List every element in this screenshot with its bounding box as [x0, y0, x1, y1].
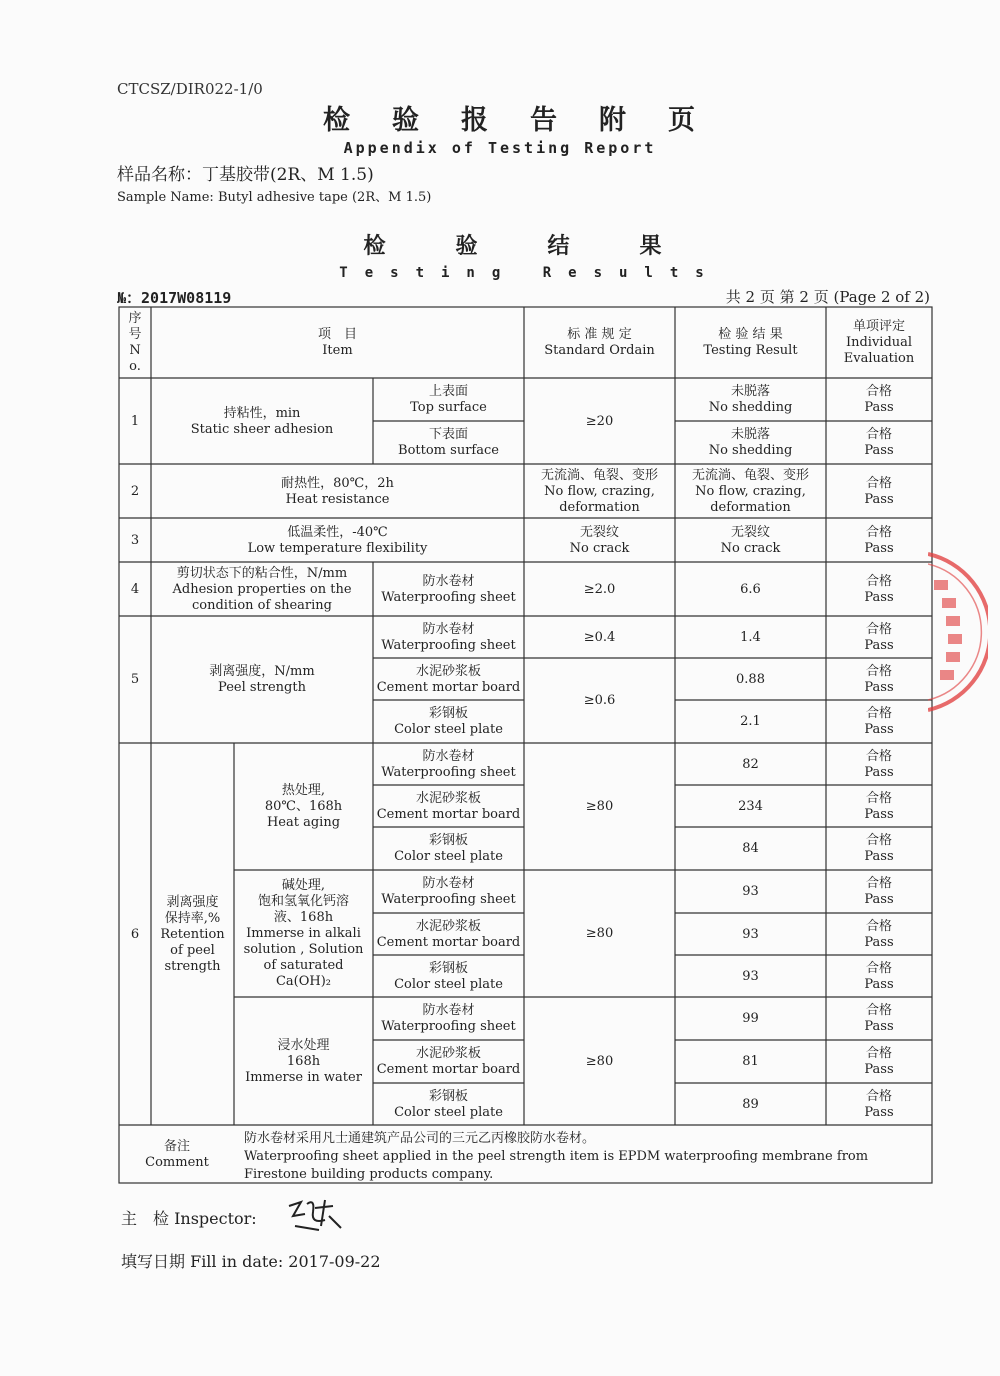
pass-text: Pass	[864, 1104, 894, 1120]
evaluation-pass	[827, 828, 931, 870]
sub-item-text: 防水卷材	[422, 1003, 475, 1018]
pass-text: 合格	[865, 918, 892, 934]
result-text: No flow, crazing,	[695, 483, 806, 499]
pass-text: 合格	[865, 1088, 892, 1104]
sub-item-cement-mortar-board	[374, 1041, 523, 1083]
header-result-text: 检 验 结 果	[718, 327, 783, 342]
pass-text: Pass	[864, 892, 894, 907]
pass-text: Pass	[864, 443, 894, 458]
header-no-text: o.	[129, 359, 141, 374]
pass-text: Pass	[864, 1062, 894, 1077]
item-text: Peel strength	[218, 680, 306, 695]
sub-item-text: 彩钢板	[428, 833, 468, 848]
result-value: 81	[742, 1054, 759, 1069]
sub-item-text: Color steel plate	[394, 722, 503, 737]
pass-text: 合格	[865, 475, 892, 491]
result-value: 99	[742, 1011, 759, 1026]
result-value	[676, 422, 825, 464]
item-peel-strength	[152, 617, 372, 743]
item-peel-retention	[152, 744, 233, 1125]
result-text: No shedding	[708, 400, 793, 415]
header-evaluation-text: Individual	[845, 335, 913, 350]
header-item-text: 项 目	[317, 327, 357, 342]
pass-text: 合格	[865, 706, 892, 721]
standard-value: ≥0.4	[583, 629, 616, 645]
pass-text: Pass	[864, 1019, 894, 1034]
pass-text: 合格	[865, 663, 892, 679]
standard-value: ≥80	[585, 1053, 614, 1069]
pass-text: 合格	[865, 427, 892, 442]
row-number: 5	[130, 672, 140, 687]
result-value: 1.4	[740, 629, 761, 645]
comment-body	[244, 1130, 930, 1184]
sub-item-text: 防水卷材	[422, 621, 475, 637]
comment-label-text: Comment	[145, 1154, 209, 1170]
pass-text: 合格	[865, 790, 892, 806]
item-text: 持粘性，min	[223, 405, 301, 421]
comment-en: Waterproofing sheet applied in the peel strength item is EPDM waterproofing membrane from Firestone building products company.	[244, 1149, 869, 1182]
pass-text: 合格	[865, 573, 892, 589]
evaluation-pass	[827, 744, 931, 785]
pass-text: Pass	[864, 540, 894, 556]
result-value: 2.1	[740, 714, 761, 729]
sub-item-waterproofing-sheet	[374, 998, 523, 1040]
result-text: deformation	[710, 499, 791, 515]
sub-item-text: 下表面	[428, 427, 468, 442]
evaluation-pass	[827, 1041, 931, 1083]
standard-value: ≥20	[585, 413, 614, 429]
sub-item-text: Color steel plate	[394, 849, 503, 864]
evaluation-pass	[827, 786, 931, 827]
condition-text: 80℃、168h	[264, 799, 343, 814]
pass-text: 合格	[865, 621, 892, 637]
pass-text: Pass	[864, 849, 894, 864]
pass-text: Pass	[864, 400, 894, 415]
inspector-label: 主 检 Inspector:	[121, 1209, 257, 1228]
sub-item-text: 防水卷材	[422, 748, 475, 764]
result-value: 89	[742, 1096, 759, 1112]
report-number: №：2017W08119	[117, 289, 232, 307]
comment-label-text: 备注	[163, 1138, 190, 1154]
sub-item-color-steel-plate	[374, 701, 523, 743]
sub-item-text: Waterproofing sheet	[381, 892, 516, 907]
standard-value	[525, 519, 674, 562]
result-value: 93	[742, 968, 759, 984]
pass-text: Pass	[864, 491, 894, 507]
sub-item-text: Cement mortar board	[376, 806, 521, 822]
pass-text: Pass	[864, 679, 894, 695]
pass-text: Pass	[864, 806, 894, 822]
results-title-zh: 检验结果	[363, 233, 732, 259]
evaluation-pass	[827, 956, 931, 997]
item-text: Adhesion properties on the	[172, 581, 352, 597]
pass-text: 合格	[865, 1046, 892, 1061]
evaluation-pass	[827, 914, 931, 955]
result-value: 93	[742, 926, 759, 942]
item-text: 剥离强度，N/mm	[209, 664, 315, 679]
sub-item-text: Waterproofing sheet	[381, 637, 516, 653]
condition-text: solution , Solution	[243, 942, 364, 957]
fill-date: 填写日期 Fill in date: 2017-09-22	[121, 1252, 381, 1271]
pass-text: 合格	[865, 384, 892, 399]
pass-text: Pass	[864, 722, 894, 737]
sub-item-text: 彩钢板	[428, 960, 468, 976]
result-value	[676, 519, 825, 562]
condition-text: 碱处理,	[281, 878, 326, 893]
evaluation-pass	[827, 465, 931, 518]
header-no-text: 号	[128, 327, 142, 342]
standard-text: No crack	[569, 540, 630, 556]
sample-name-en: Sample Name: Butyl adhesive tape (2R、M 1.5)	[117, 190, 432, 205]
row-number: 2	[130, 483, 140, 499]
sub-item-text: 水泥砂浆板	[415, 1046, 481, 1061]
result-value: 84	[742, 841, 759, 856]
condition-text: Ca(OH)₂	[275, 974, 332, 989]
pass-text: Pass	[864, 637, 894, 653]
sub-item-text: Bottom surface	[398, 443, 499, 458]
sample-name-zh: 样品名称：丁基胶带(2R、M 1.5)	[117, 165, 374, 185]
condition-text: 浸水处理	[277, 1037, 330, 1053]
pass-text: 合格	[865, 876, 892, 891]
sub-item-text: 防水卷材	[422, 573, 475, 589]
item-text: condition of shearing	[192, 597, 332, 613]
header-result-text: Testing Result	[703, 343, 798, 358]
header-standard	[525, 308, 674, 378]
evaluation-pass	[827, 519, 931, 562]
evaluation-pass	[827, 871, 931, 913]
document-code: CTCSZ/DIR022-1/0	[117, 80, 263, 98]
evaluation-pass	[827, 563, 931, 616]
item-text: Heat resistance	[285, 491, 390, 507]
standard-text: 无流淌、龟裂、变形	[540, 467, 658, 483]
item-text: of peel	[170, 942, 215, 958]
header-evaluation	[827, 308, 931, 378]
item-text: 剥离强度	[166, 894, 219, 910]
sub-item-waterproofing-sheet	[374, 617, 523, 658]
condition-text: Heat aging	[266, 815, 341, 830]
row-number: 3	[130, 532, 140, 548]
condition-water-immersion	[235, 998, 372, 1125]
result-value: 0.88	[736, 671, 765, 687]
page-counter: 共 2 页 第 2 页 (Page 2 of 2)	[725, 288, 930, 306]
sub-item-text: Cement mortar board	[376, 934, 521, 950]
pass-text: 合格	[865, 748, 892, 764]
sub-item-bottom-surface	[374, 422, 523, 464]
sub-item-text: Top surface	[410, 400, 487, 415]
standard-text: 无裂纹	[579, 524, 619, 540]
official-seal-stamp	[928, 550, 988, 720]
pass-text: 合格	[865, 960, 892, 976]
sub-item-text: 防水卷材	[422, 876, 475, 891]
result-text: No shedding	[708, 443, 793, 458]
sub-item-text: Color steel plate	[394, 1104, 503, 1120]
item-text: 耐热性，80℃，2h	[281, 475, 394, 491]
pass-text: 合格	[865, 524, 892, 540]
sub-item-text: 水泥砂浆板	[415, 918, 481, 934]
item-text: Static sheer adhesion	[190, 421, 334, 437]
evaluation-pass	[827, 701, 931, 743]
sub-item-text: 水泥砂浆板	[415, 790, 481, 806]
standard-value	[525, 465, 674, 518]
sub-item-color-steel-plate	[374, 828, 523, 870]
item-text: 低温柔性，-40℃	[287, 524, 388, 540]
header-evaluation-text: 单项评定	[852, 319, 905, 334]
result-value: 93	[742, 884, 759, 899]
sub-item-cement-mortar-board	[374, 786, 523, 827]
sub-item-waterproofing-sheet	[374, 563, 523, 616]
item-text: 剪切状态下的粘合性，N/mm	[176, 565, 348, 581]
sub-item-text: Color steel plate	[394, 976, 503, 992]
sub-item-text: 水泥砂浆板	[415, 663, 481, 679]
evaluation-pass	[827, 422, 931, 464]
evaluation-pass	[827, 1084, 931, 1125]
sub-item-text: Waterproofing sheet	[381, 1019, 516, 1034]
sub-item-waterproofing-sheet	[374, 871, 523, 913]
result-value: 234	[738, 798, 763, 814]
pass-text: Pass	[864, 976, 894, 992]
header-standard-text: Standard Ordain	[544, 343, 655, 358]
condition-text: 液、168h	[273, 910, 334, 925]
condition-alkali-immersion	[235, 871, 372, 997]
item-text: Retention	[160, 926, 225, 942]
result-text: No crack	[720, 540, 781, 556]
comment-zh: 防水卷材采用凡士通建筑产品公司的三元乙丙橡胶防水卷材。	[244, 1131, 596, 1146]
condition-text: 饱和氢氧化钙溶	[257, 894, 349, 909]
sub-item-text: Waterproofing sheet	[381, 589, 516, 605]
sub-item-text: Cement mortar board	[376, 1062, 521, 1077]
header-evaluation-text: Evaluation	[843, 351, 915, 366]
condition-text: of saturated	[263, 958, 344, 973]
comment-label	[120, 1126, 234, 1183]
page-title-en: Appendix of Testing Report	[343, 139, 657, 157]
sub-item-text: 彩钢板	[428, 706, 468, 721]
results-title-en: Testing Results	[339, 265, 721, 281]
condition-heat-aging	[235, 744, 372, 870]
condition-text: Immerse in water	[245, 1069, 362, 1085]
header-no	[120, 308, 150, 378]
pass-text: Pass	[864, 589, 894, 605]
header-result	[676, 308, 825, 378]
item-text: Low temperature flexibility	[247, 540, 428, 556]
result-value: 82	[742, 756, 759, 772]
sub-item-text: Cement mortar board	[376, 679, 521, 695]
item-static-shear	[152, 379, 372, 464]
standard-value: ≥2.0	[583, 581, 616, 597]
pass-text: Pass	[864, 934, 894, 950]
item-heat-resistance	[152, 465, 523, 518]
result-value: 6.6	[740, 581, 761, 597]
header-item-text: Item	[322, 343, 353, 358]
sub-item-text: 彩钢板	[428, 1088, 468, 1104]
sub-item-waterproofing-sheet	[374, 744, 523, 785]
result-text: 未脱落	[730, 427, 770, 442]
result-text: 未脱落	[730, 384, 770, 399]
row-number: 1	[130, 413, 140, 429]
result-value	[676, 379, 825, 421]
sub-item-color-steel-plate	[374, 956, 523, 997]
header-item	[152, 308, 523, 378]
item-shear-adhesion	[152, 563, 372, 616]
condition-text: 168h	[286, 1053, 321, 1069]
evaluation-pass	[827, 617, 931, 658]
sub-item-cement-mortar-board	[374, 914, 523, 955]
standard-text: No flow, crazing,	[544, 483, 655, 499]
result-value	[676, 465, 825, 518]
inspector-signature	[285, 1196, 345, 1236]
item-text: 保持率,%	[164, 910, 221, 926]
row-number: 4	[130, 581, 140, 597]
sub-item-text: 上表面	[428, 384, 468, 399]
result-text: 无流淌、龟裂、变形	[691, 467, 809, 483]
standard-value: ≥80	[585, 799, 614, 814]
page-title-zh: 检验报告附页	[323, 105, 737, 136]
result-text: 无裂纹	[730, 524, 770, 540]
header-no-text: 序	[128, 311, 142, 326]
pass-text: 合格	[865, 833, 892, 848]
standard-value: ≥0.6	[583, 693, 616, 708]
condition-text: 热处理,	[281, 783, 326, 798]
evaluation-pass	[827, 659, 931, 700]
sub-item-top-surface	[374, 379, 523, 421]
row-number: 6	[130, 926, 140, 942]
header-standard-text: 标 准 规 定	[567, 327, 632, 342]
item-low-temp-flexibility	[152, 519, 523, 562]
pass-text: Pass	[864, 764, 894, 780]
condition-text: Immerse in alkali	[246, 926, 361, 941]
standard-text: deformation	[559, 499, 640, 515]
sub-item-text: Waterproofing sheet	[381, 764, 516, 780]
sub-item-color-steel-plate	[374, 1084, 523, 1125]
standard-value: ≥80	[585, 926, 614, 941]
pass-text: 合格	[865, 1003, 892, 1018]
header-no-text: N	[129, 343, 141, 358]
evaluation-pass	[827, 998, 931, 1040]
sub-item-cement-mortar-board	[374, 659, 523, 700]
evaluation-pass	[827, 379, 931, 421]
item-text: strength	[164, 958, 221, 974]
